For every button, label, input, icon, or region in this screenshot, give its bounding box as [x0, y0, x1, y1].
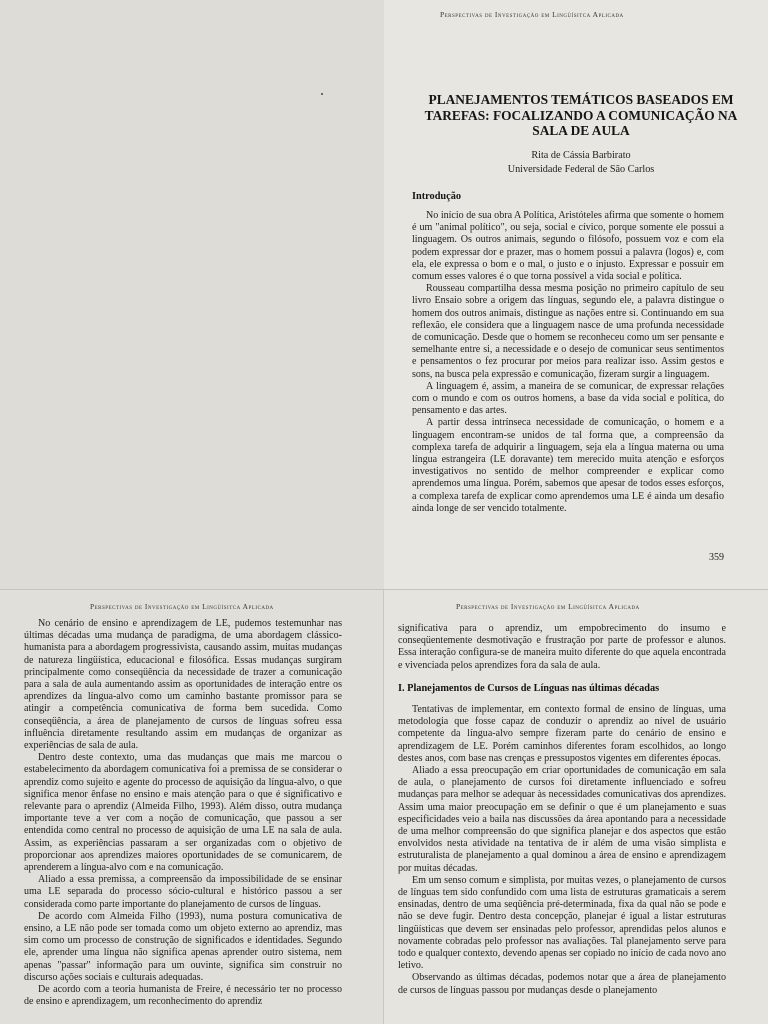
paragraph: De acordo com a teoria humanista de Freire, é necessário ter no processo de ensino e aprendizagem, um reconhecimento do aprendiz: [24, 984, 342, 1008]
paragraph: A partir dessa intrínseca necessidade de comunicação, o homem e a linguagem encontram-se unidos de tal forma que, a compreensão da complexa tarefa de adquirir a linguagem, seja ela a língua materna ou uma língua estrangeira (LE doravante) tem merecido muita atenção e esforços investigativos no sentido de melhor compreender e explicar como aprendemos uma língua. Porém, sabemos que apesar de todos esses esforços, a complexa tarefa de explicar como aprendemos uma LE é ainda um desafio ainda longe de ser vencido totalmente.: [412, 417, 724, 514]
paragraph: Rousseau compartilha dessa mesma posição no primeiro capítulo de seu livro Ensaio sobre a origem das línguas, segundo ele, a palavra distingue o homem dos outros animais, distingue as nações entre si. Continuando em sua reflexão, ele considera que a linguagem nasce de uma profunda necessidade de comunicação. Desde que o homem se reconheceu como um ser pensante e semelhante entre si, a necessidade e o desejo de comunicar seus sentimentos e pensamentos o fez procurar por meios para realizar isso. Assim gestos e sons, na busca pela expressão e comunicação, fizeram surgir a linguagem.: [412, 283, 724, 380]
ink-speck: [321, 93, 323, 95]
running-head: Perspectivas de Investigação em Lingüísitca Aplicada: [440, 10, 624, 19]
paragraph: No cenário de ensino e aprendizagem de LE, pudemos testemunhar nas últimas décadas uma mudança de paradigma, de uma abordagem clássico-humanista para a abordagem progressivista, causando assim, muitas mudanças de natureza lingüística, educacional e filosófica. Essas mudanças surgiram principalmente como conseqüência da necessidade de trazer a comunicação para a sala de aula aumentando assim as oportunidades de interação entre os aprendizes da língua-alvo como um caminho bastante promissor para se atingir a competência comunicativa de forma bem sucedida. Como conseqüência, a área de planejamento de cursos de línguas sofreu essa influência diretamente resultando assim em mudanças de organizar as experiências de sala de aula.: [24, 618, 342, 752]
section-heading-1: I. Planejamentos de Cursos de Línguas nas últimas décadas: [398, 683, 660, 694]
paragraph: Dentro deste contexto, uma das mudanças que mais me marcou o estabelecimento da abordagem comunicativa foi a premissa de se considerar o aprendiz como sujeito e agente do processo de aquisição da língua-alvo, o que significa menor ênfase no ensino e mais atenção para o que é significativo e relevante para o aprendiz (Almeida Filho, 1993). Além disso, outra mudança importante teve a ver com a noção de comunicação, que passou a ser entendida como central no processo de aquisição de uma LE na sala de aula. Assim, as experiências passaram a ser organizadas com o objetivo de proporcionar aos aprendizes maiores oportunidades de se comunicarem, de aprenderem a língua-alvo com e na comunicação.: [24, 752, 342, 874]
paragraph: A linguagem é, assim, a maneira de se comunicar, de expressar relações com o mundo e com os outros homens, a base da vida social e política, do pensamento e das artes.: [412, 380, 724, 417]
section-heading-intro: Introdução: [412, 191, 462, 202]
running-head: Perspectivas de Investigação em Lingüísitca Aplicada: [90, 602, 274, 611]
page-top-left: [0, 0, 384, 590]
bottom-right-intro: [398, 623, 726, 672]
paragraph: Aliado a essa premissa, a compreensão da impossibilidade de se ensinar uma LE separada do processo sócio-cultural e histórico passou a ser considerada como parte importante do planejamento de cursos de línguas.: [24, 874, 342, 910]
page-bottom-left: [0, 590, 384, 1024]
bottom-right-body: [398, 704, 726, 997]
page-bottom-right: [384, 590, 768, 1024]
paragraph: Tentativas de implementar, em contexto formal de ensino de línguas, uma metodologia que fosse capaz de conduzir o aprendiz ao nível de usuário competente da língua-alvo sempre fizeram parte do cenário de ensino e aprendizagem de LE. Porém caminhos diferentes foram escolhidos, ao longo destes anos, com base nas crenças e pressupostos vigentes em diferentes épocas.: [398, 704, 726, 764]
page-number: 359: [709, 552, 724, 563]
paragraph: Observando as últimas décadas, podemos notar que a área de planejamento de cursos de línguas passou por mudanças desde o planejamento: [398, 972, 726, 996]
page-top-right: [384, 0, 768, 590]
paragraph: Aliado a essa preocupação em criar oportunidades de comunicação em sala de aula, o planejamento de cursos foi diretamente influenciado e sofreu mudanças para melhor se adequar às necessidades comunicativas dos aprendizes. Assim uma maior preocupação em se definir o que é um planejamento e suas especificidades veio a baila nas discussões da área apontando para a necessidade de uma melhor compreensão do que significa planejar e dos aspectos que estão envolvidos nesta atividade na tentativa de ir além de uma visão simplista e estruturalista de planejamento a qual dominou a área de ensino e aprendizagem por muitas décadas.: [398, 765, 726, 874]
bottom-left-body: [24, 618, 342, 1009]
intro-body: [412, 210, 724, 515]
author-name: Rita de Cássia Barbirato: [531, 150, 631, 161]
running-head: Perspectivas de Investigação em Lingüísitca Aplicada: [456, 602, 640, 611]
paragraph: No início de sua obra A Política, Aristóteles afirma que somente o homem é um "animal político", ou seja, social e cívico, porque somente ele possui a linguagem. Os outros animais, segundo o filósofo, possuem voz e com ela podem expressar dor e prazer, mas o homem possui a palavra (logos) e, com ela, ele expressa o bom e o mal, o justo e o injusto. Expressar e possuir em comum esses valores é o que torna possível a vida social e política.: [412, 210, 724, 283]
article-title: PLANEJAMENTOS TEMÁTICOS BASEADOS EM TAREFAS: FOCALIZANDO A COMUNICAÇÃO NA SALA DE AULA: [424, 92, 738, 138]
paragraph: Em um senso comum e simplista, por muitas vezes, o planejamento de cursos de línguas tem sido confundido com uma lista de estruturas gramaticais a serem ensinadas, dentro de uma seqüência pré-determinada, fixa da qual não se pode e não se deve fugir. Dentro desta concepção, planejar é igual a listar estruturas lingüísticas que devem ser ensinadas pelo professor, aprendidas pelos alunos e novamente cobradas pelo professor nas avaliações. Tal planejamento serve para todo e qualquer contexto, devendo apenas ser copiado no início de cada novo ano letivo.: [398, 874, 726, 972]
author-institution: Universidade Federal de São Carlos: [507, 164, 655, 175]
paragraph: significativa para o aprendiz, um empobrecimento do insumo e conseqüentemente desmotivação e frustração por parte de professor e alunos. Essa interação configura-se de maneira muito diferente do que aquela encontrada e vivenciada pelos aprendizes fora da sala de aula.: [398, 623, 726, 671]
paragraph: De acordo com Almeida Filho (1993), numa postura comunicativa de ensino, a LE não pode ser tomada como um objeto externo ao aprendiz, mas sim como um processo de construção de significados e identidades. Segundo ele, aprender uma língua não significa apenas aprender outro sistema, nem apenas "passar" informação para um ouvinte, significa sim construir no discurso ações sociais e culturais adequadas.: [24, 910, 342, 983]
